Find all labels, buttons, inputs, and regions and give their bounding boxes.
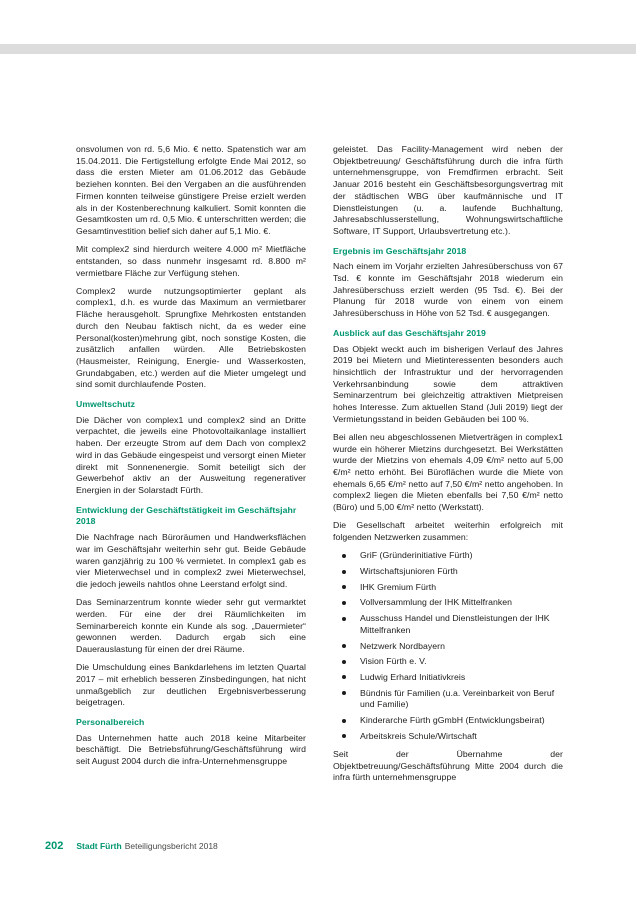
paragraph-netzwerke-intro: Die Gesellschaft arbeitet weiterhin erfolgreich mit folgenden Netzwerken zusammen: [333,520,563,543]
paragraph-nachfrage: Die Nachfrage nach Büroräumen und Handwerksflächen war im Geschäftsjahr weiterhin sehr gut. Beide Gebäude waren ganzjährig zu 100 % vermietet. In complex1 gab es vier Mieterwechsel und in complex2 zwei Mieterwechsel, die jedoch jeweils nahtlos ohne Leerstand erfolgt sind. [76,532,306,589]
page-number: 202 [45,840,64,852]
paragraph-personal: Das Unternehmen hatte auch 2018 keine Mitarbeiter beschäftigt. Die Betriebsführung/Geschäftsführung wird seit August 2004 durch die infra-Unternehmensgruppe [76,732,306,767]
footer-city-label: Stadt Fürth [76,841,122,851]
network-list-item: Vollversammlung der IHK Mittelfranken [333,597,563,609]
network-list-item: IHK Gremium Fürth [333,582,563,594]
network-list-item: Vision Fürth e. V. [333,656,563,668]
paragraph-umschuldung: Die Umschuldung eines Bankdarlehens im letzten Quartal 2017 – mit erheblich besseren Zinsbedingungen, hat nicht unmaßgeblich zur deutlichen Ergebnisverbesserung beigetragen. [76,662,306,708]
paragraph-facility-management: geleistet. Das Facility-Management wird neben der Objektbetreuung/ Geschäftsführung durch die infra fürth unternehmensgruppe, von Fremdfirmen erbracht. Seit Januar 2016 besteht ein Geschäftsbesorgungsvertrag mit der städtischen WBG über kaufmännische und IT Dienstleistungen (u. a. laufende Buchhaltung, Jahresabschlusserstellung, Wohnungswirtschaftliche Software, IT Support, Urlaubsvertretung etc.). [333,144,563,236]
header-band [0,44,636,54]
heading-ausblick-geschaeftsjahr-2019: Ausblick auf das Geschäftsjahr 2019 [333,327,486,338]
paragraph-mietflaeche: Mit complex2 sind hierdurch weitere 4.000 m² Mietfläche entstanden, so dass nunmehr insgesamt rd. 8.800 m² vermietbare Fläche zur Verfügung stehen. [76,244,306,278]
right-column [333,144,563,791]
footer-report-title: Beteiligungsbericht 2018 [124,841,218,851]
network-list-item: Wirtschaftsjunioren Fürth [333,566,563,578]
paragraph-ergebnis: Nach einem im Vorjahr erzielten Jahresüberschuss von 67 Tsd. € konnte im Geschäftsjahr 2018 wiederum ein Jahresüberschuss erzielt werden (95 Tsd. €). Bei der Planung für 2018 wurde von einem von einem Jahresüberschuss in Höhe von 52 Tsd. € ausgegangen. [333,261,563,319]
network-list-item: Arbeitskreis Schule/Wirtschaft [333,731,563,743]
page-footer [45,840,218,852]
paragraph-uebernahme: Seit der Übernahme der Objektbetreuung/Geschäftsführung Mitte 2004 durch die infra fürth unternehmensgruppe [333,748,563,783]
network-list-item: Ausschuss Handel und Dienstleistungen der IHK Mittelfranken [333,613,563,636]
paragraph-investment-continuation: onsvolumen von rd. 5,6 Mio. € netto. Spatenstich war am 15.04.2011. Die Fertigstellung erfolgte Ende Mai 2012, so dass die ersten Mieter am 01.06.2012 das Gebäude beziehen konnten. Bei den Vergaben an die ausführenden Firmen konnten teilweise günstigere Preise erzielt werden als in der Kostenberechnung kalkuliert. Somit konnten die Gesamtkosten um rd. 0,5 Mio. € unterschritten werden; die Gesamtinvestition belief sich daher auf 5,1 Mio. €. [76,144,306,236]
network-list-item: Kinderarche Fürth gGmbH (Entwicklungsbeirat) [333,715,563,727]
paragraph-complex2-planung: Complex2 wurde nutzungsoptimierter geplant als complex1, d.h. es wurde das Maximum an vermietbarer Fläche herausgeholt. Sprungfixe Mehrkosten entstanden durch den Neubau faktisch nicht, da es weder eine Personal(kosten)mehrung gibt, noch sonstige Kosten, die zusätzlich anfallen würden. Alle Betriebskosten (Hausmeister, Reinigung, Energie- und Wasserkosten, Grundabgaben, etc.) werden auf die Mieter umgelegt und sind somit durchlaufende Posten. [76,285,306,390]
left-column [76,144,306,774]
network-list-item: Netzwerk Nordbayern [333,641,563,653]
paragraph-seminarzentrum: Das Seminarzentrum konnte wieder sehr gut vermarktet werden. Für eine der drei Räumlichkeiten im Seminarbereich konnte ein Kunde als sog. „Dauermieter“ gewonnen werden. Dadurch ergab sich eine Dauerauslastung für einen der drei Räume. [76,597,306,654]
paragraph-objekt-interesse: Das Objekt weckt auch im bisherigen Verlauf des Jahres 2019 bei Mietern und Mietinteressenten besonders auch hinsichtlich der Infrastruktur und der hervorragenden Verkehrsanbindung sowie dem attraktiven Seminarzentrum bei gleichzeitig attraktiven Mietpreisen hohes Interesse. Zum aktuellen Stand (Juli 2019) liegt der Vermietungsstand in beiden Gebäuden bei 100 %. [333,343,563,424]
network-list-item: GriF (Gründerinitiative Fürth) [333,550,563,562]
paragraph-umweltschutz: Die Dächer von complex1 und complex2 sind an Dritte verpachtet, die jeweils eine Photovoltaikanlage installiert haben. Der erzeugte Strom auf dem Dach von complex2 wird in das Gebäude eingespeist und versorgt einen Mieter direkt mit Sonnenenergie. Somit beteiligt sich der Gewerbehof aktiv an der Ausweitung regenerativer Energien in der Solarstadt Fürth. [76,414,306,495]
heading-umweltschutz: Umweltschutz [76,399,136,410]
network-list [333,550,563,742]
heading-ergebnis-geschaeftsjahr-2018: Ergebnis im Geschäftsjahr 2018 [333,245,467,256]
paragraph-mietzins: Bei allen neu abgeschlossenen Mietverträgen in complex1 wurde ein höherer Mietzins durchgesetzt. Bei Werkstätten wurde der Mietzins von ehemals 4,09 €/m² netto auf 5,00 €/m² netto erhöht. Bei Büroflächen wurde die Miete von ehemals 6,65 €/m² netto auf 7,50 €/m² netto angehoben. In complex2 liegen die Mieten ebenfalls bei 7,50 €/m² netto (Büro) und 5,00 €/m² netto (Werkstatt). [333,431,563,513]
network-list-item: Bündnis für Familien (u.a. Vereinbarkeit von Beruf und Familie) [333,688,563,711]
network-list-item: Ludwig Erhard Initiativkreis [333,672,563,684]
heading-personalbereich: Personalbereich [76,716,145,727]
heading-entwicklung-geschaeftsjahr-2018: Entwicklung der Geschäftstätigkeit im Geschäftsjahr 2018 [76,504,297,527]
